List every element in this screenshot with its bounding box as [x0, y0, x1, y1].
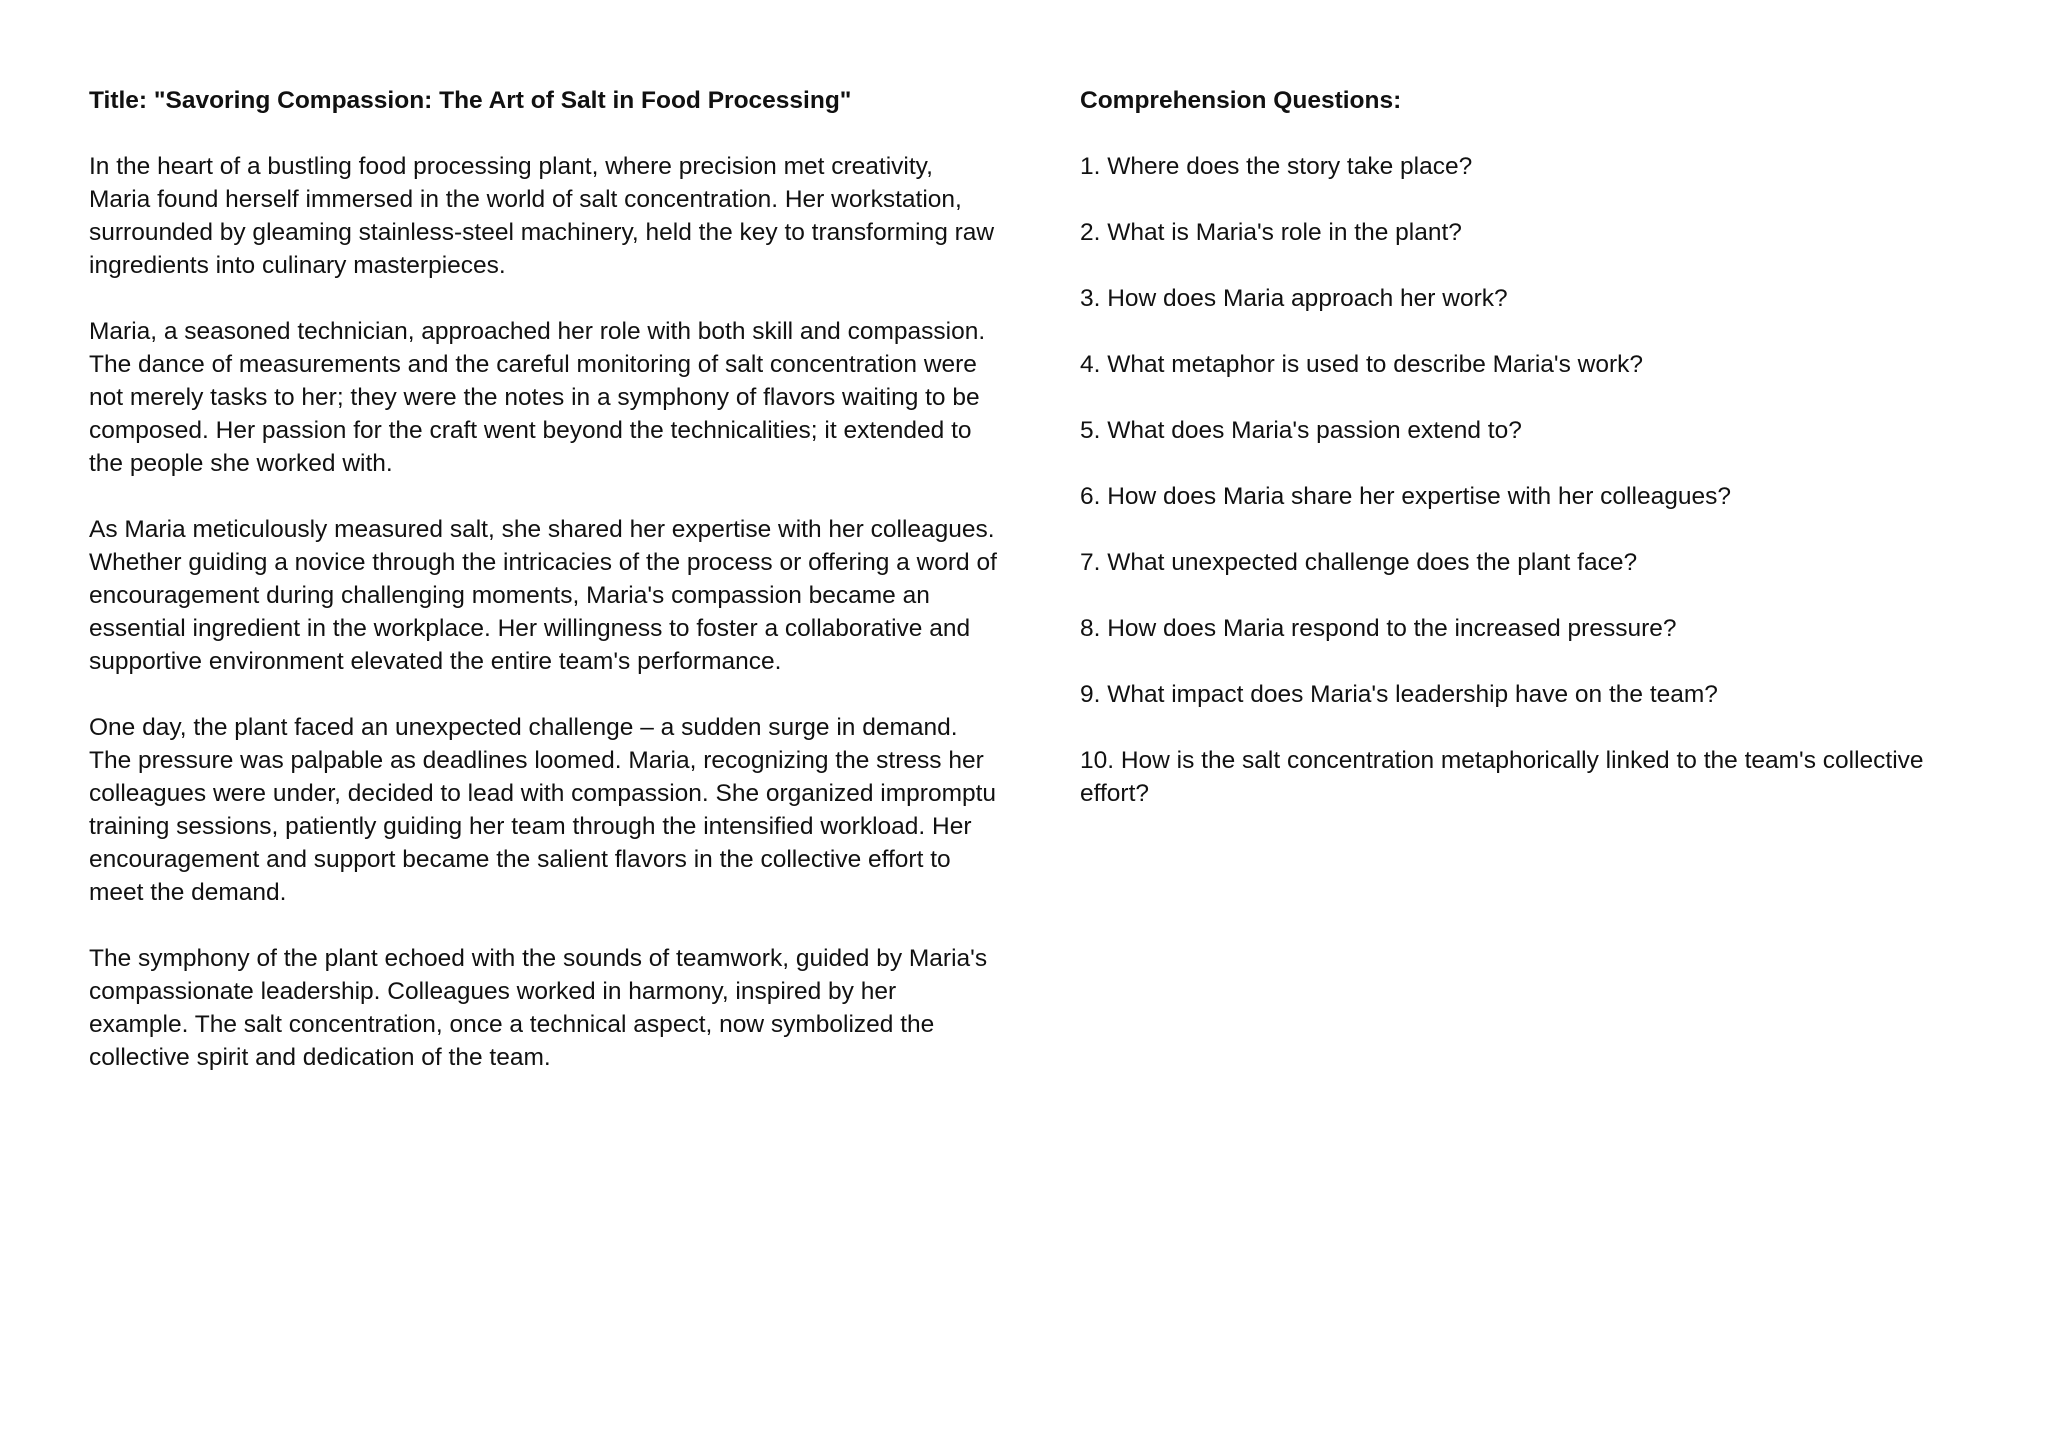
story-column: [89, 84, 999, 1107]
question-item: 5. What does Maria's passion extend to?: [1080, 417, 1522, 444]
question-item: 10. How is the salt concentration metaphorically linked to the team's collective effort?: [1080, 747, 1924, 807]
question-item: 7. What unexpected challenge does the plant face?: [1080, 549, 1638, 576]
question-item: 4. What metaphor is used to describe Maria's work?: [1080, 351, 1643, 378]
story-paragraph: Maria, a seasoned technician, approached her role with both skill and compassion. The dance of measurements and the careful monitoring of salt concentration were not merely tasks to her; they were the notes in a symphony of flavors waiting to be composed. Her passion for the craft went beyond the technicalities; it extended to the people she worked with.: [89, 318, 986, 477]
question-item: 3. How does Maria approach her work?: [1080, 285, 1508, 312]
questions-column: [1080, 84, 1980, 843]
questions-heading: Comprehension Questions:: [1080, 87, 1402, 114]
question-item: 9. What impact does Maria's leadership have on the team?: [1080, 681, 1718, 708]
story-paragraph: The symphony of the plant echoed with the sounds of teamwork, guided by Maria's compassionate leadership. Colleagues worked in harmony, inspired by her example. The salt concentration, once a technical aspect, now symbolized the collective spirit and dedication of the team.: [89, 945, 988, 1071]
story-paragraph: One day, the plant faced an unexpected challenge – a sudden surge in demand. The pressure was palpable as deadlines loomed. Maria, recognizing the stress her colleagues were under, decided to lead with compassion. She organized impromptu training sessions, patiently guiding her team through the intensified workload. Her encouragement and support became the salient flavors in the collective effort to meet the demand.: [89, 714, 997, 906]
story-paragraph: As Maria meticulously measured salt, she shared her expertise with her colleagues. Whether guiding a novice through the intricacies of the process or offering a word of encouragement during challenging moments, Maria's compassion became an essential ingredient in the workplace. Her willingness to foster a collaborative and supportive environment elevated the entire team's performance.: [89, 516, 997, 675]
story-paragraph: In the heart of a bustling food processing plant, where precision met creativity, Maria found herself immersed in the world of salt concentration. Her workstation, surrounded by gleaming stainless-steel machinery, held the key to transforming raw ingredients into culinary masterpieces.: [89, 153, 995, 279]
question-item: 2. What is Maria's role in the plant?: [1080, 219, 1462, 246]
question-item: 8. How does Maria respond to the increased pressure?: [1080, 615, 1677, 642]
question-item: 1. Where does the story take place?: [1080, 153, 1473, 180]
story-title: Title: "Savoring Compassion: The Art of Salt in Food Processing": [89, 87, 852, 114]
question-item: 6. How does Maria share her expertise with her colleagues?: [1080, 483, 1731, 510]
questions-list: [1080, 150, 1980, 810]
